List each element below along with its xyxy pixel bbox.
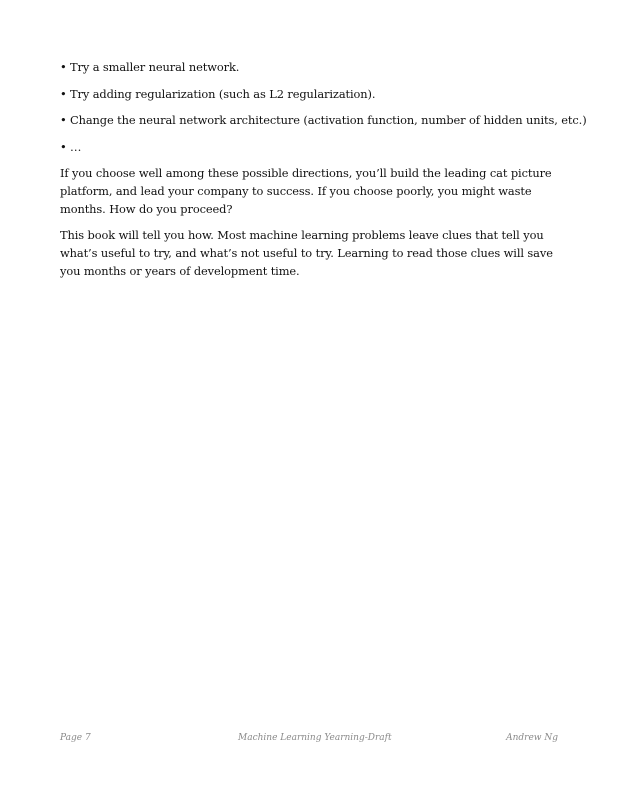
bullet-text: Try a smaller neural network. bbox=[70, 60, 240, 74]
footer-page-number: Page 7 bbox=[60, 733, 91, 743]
bullet-symbol: • bbox=[60, 60, 67, 74]
bullet-symbol: • bbox=[60, 86, 67, 101]
bullet-item bbox=[60, 58, 560, 76]
paragraph-directions: If you choose well among these possible directions, you’ll build the leading cat picture platform, and lead your company to success. If you choose poorly, you might waste months. How do you proceed? bbox=[60, 166, 552, 216]
bullet-text: Try adding regularization (such as L2 regularization). bbox=[70, 86, 376, 101]
bullet-item bbox=[60, 111, 587, 129]
bullet-item bbox=[60, 85, 560, 103]
bullet-list bbox=[60, 58, 587, 156]
bullet-text: … bbox=[70, 139, 82, 154]
bullet-text: Change the neural network architecture (activation function, number of hidden units, etc.) bbox=[70, 113, 587, 127]
page-footer bbox=[60, 733, 558, 747]
bullet-item bbox=[60, 138, 560, 156]
footer-book-title: Machine Learning Yearning-Draft bbox=[238, 733, 392, 743]
page-content bbox=[60, 58, 587, 288]
footer-author: Andrew Ng bbox=[506, 733, 558, 743]
paragraph-book-purpose: This book will tell you how. Most machine learning problems leave clues that tell you what’s useful to try, and what’s not useful to try. Learning to read those clues will save you months or years of development time. bbox=[60, 228, 553, 278]
bullet-symbol: • bbox=[60, 139, 67, 154]
bullet-symbol: • bbox=[60, 113, 67, 127]
